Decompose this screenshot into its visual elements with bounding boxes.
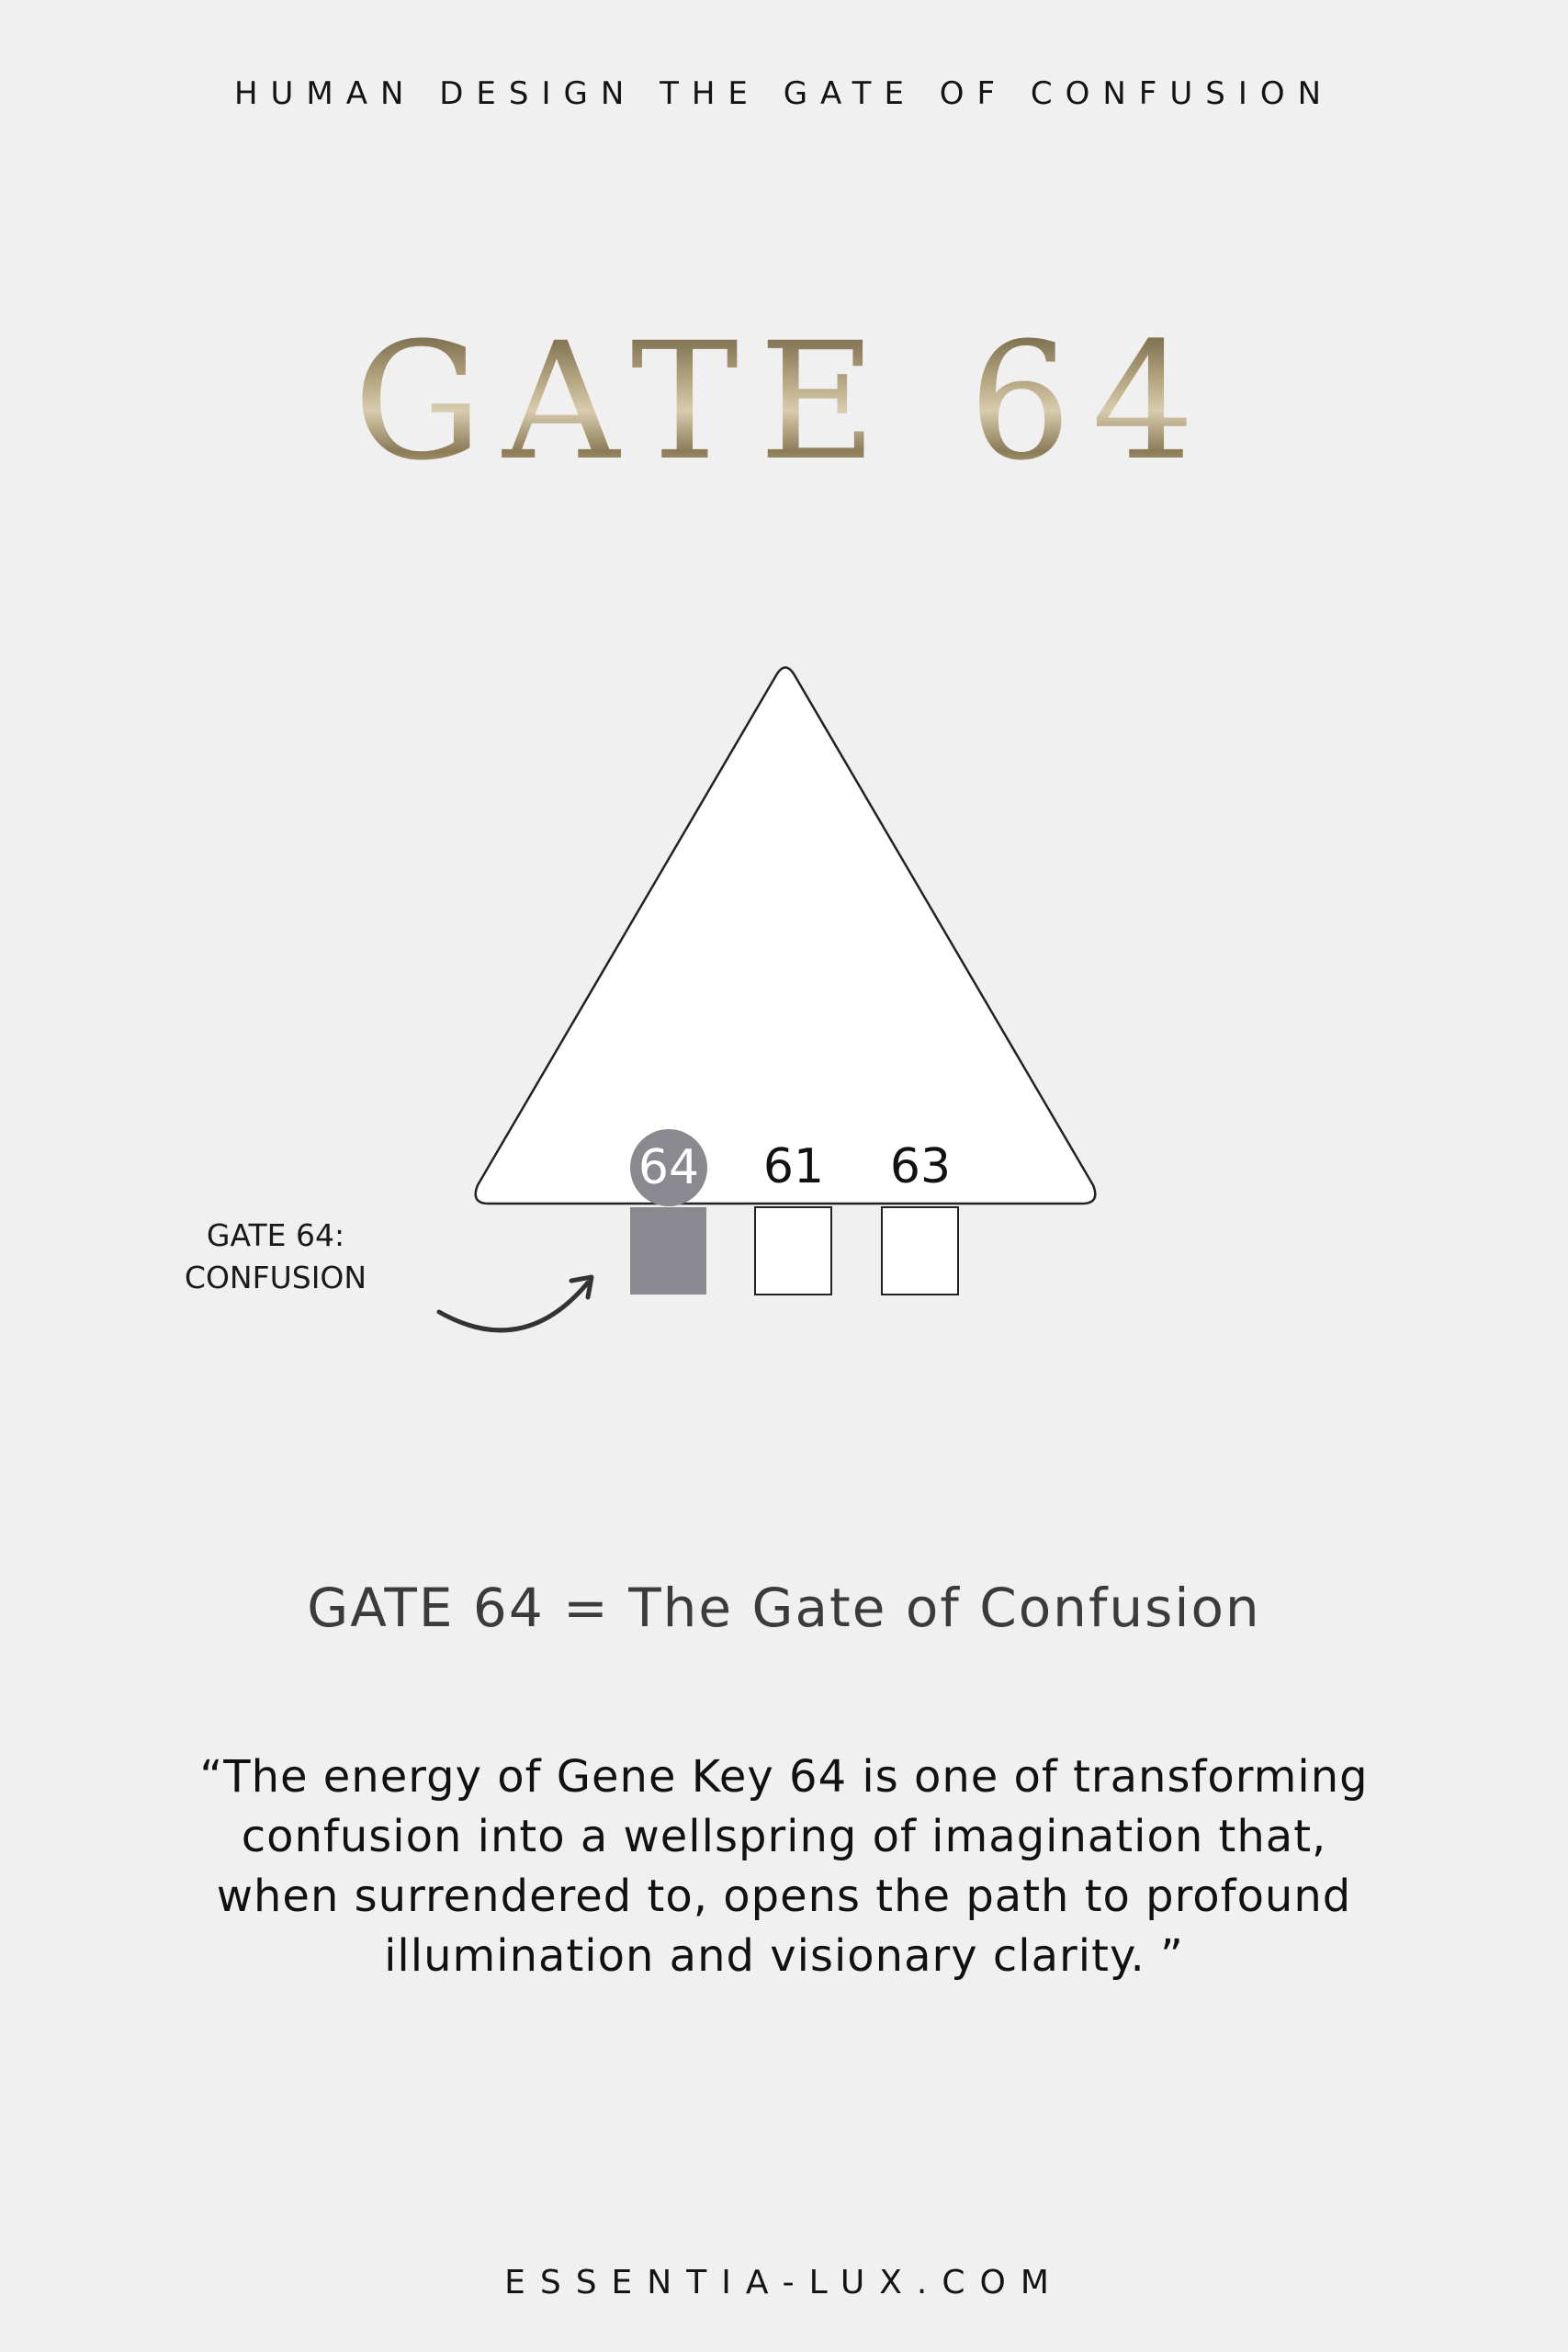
gate-64-bar (630, 1207, 706, 1295)
gate-61-label: 61 (762, 1139, 825, 1194)
gate-61-bar (755, 1207, 831, 1295)
head-center-triangle (476, 668, 1096, 1204)
gate-definition: GATE 64 = The Gate of Confusion (307, 1577, 1261, 1639)
footer-site: ESSENTIA-LUX.COM (504, 2264, 1064, 2301)
page-header-title: HUMAN DESIGN THE GATE OF CONFUSION (233, 75, 1335, 112)
gate-64-circle: 64 (630, 1129, 707, 1206)
gate-title: GATE 64 (0, 322, 1568, 483)
gate-callout (129, 1215, 423, 1299)
gate-63-bar (882, 1207, 958, 1295)
callout-line-2: CONFUSION (184, 1260, 367, 1295)
gene-key-quote: “The energy of Gene Key 64 is one of transforming confusion into a wellspring of imagination that, when surrendered to, opens the path to profound illumination and visionary clarity. ” (199, 1751, 1369, 1982)
callout-arrow (439, 1283, 588, 1330)
gate-63-label: 63 (889, 1139, 952, 1194)
callout-line-1: GATE 64: (206, 1217, 345, 1253)
